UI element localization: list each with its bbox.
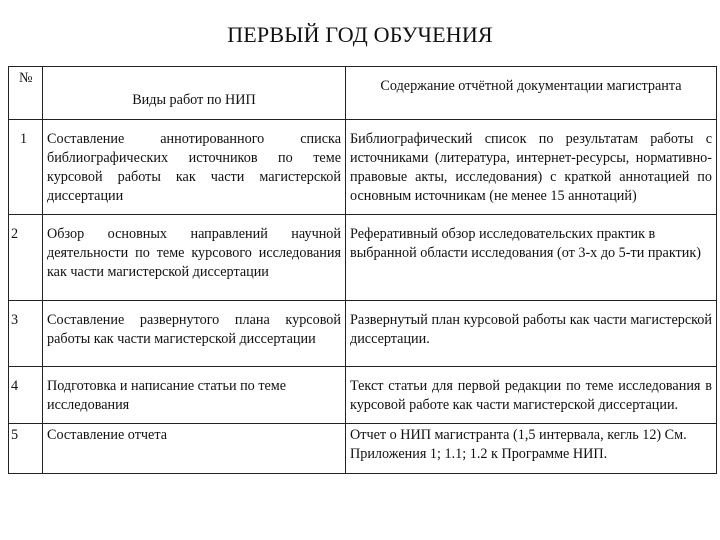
row-work-type: Составление отчета (43, 424, 346, 474)
row-work-type: Составление развернутого плана курсовой работы как части магистерской диссертации (43, 301, 346, 367)
header-work-types: Виды работ по НИП (43, 67, 346, 120)
row-work-type: Составление аннотированного списка библиографических источников по теме курсовой работы как части магистерской диссертации (43, 120, 346, 215)
row-number: 3 (9, 301, 43, 367)
table-row (9, 301, 717, 367)
row-number: 5 (9, 424, 43, 474)
table-row (9, 367, 717, 424)
row-number: 1 (9, 120, 43, 215)
row-documentation: Отчет о НИП магистранта (1,5 интервала, кегль 12) См. Приложения 1; 1.1; 1.2 к Программе НИП. (346, 424, 717, 474)
table-row (9, 120, 717, 215)
row-documentation: Текст статьи для первой редакции по теме исследования в курсовой работе как части магистерской диссертации. (346, 367, 717, 424)
table-row (9, 215, 717, 301)
row-documentation: Библиографический список по результатам работы с источниками (литература, интернет-ресурсы, нормативно-правовые акты, исследования) с краткой аннотацией по основным источникам (не менее 15 аннотаций) (346, 120, 717, 215)
page-title: ПЕРВЫЙ ГОД ОБУЧЕНИЯ (227, 22, 493, 47)
header-documentation: Содержание отчётной документации магистранта (346, 67, 717, 120)
row-number: 4 (9, 367, 43, 424)
row-documentation: Реферативный обзор исследовательских практик в выбранной области исследования (от 3-х до 5-ти практик) (346, 215, 717, 301)
table-row (9, 424, 717, 474)
header-number: № (9, 67, 43, 120)
row-work-type: Обзор основных направлений научной деятельности по теме курсового исследования как части магистерской диссертации (43, 215, 346, 301)
row-documentation: Развернутый план курсовой работы как части магистерской диссертации. (346, 301, 717, 367)
row-work-type: Подготовка и написание статьи по теме исследования (43, 367, 346, 424)
table-header-row (9, 67, 717, 120)
work-plan-table (8, 66, 717, 474)
row-number: 2 (9, 215, 43, 301)
